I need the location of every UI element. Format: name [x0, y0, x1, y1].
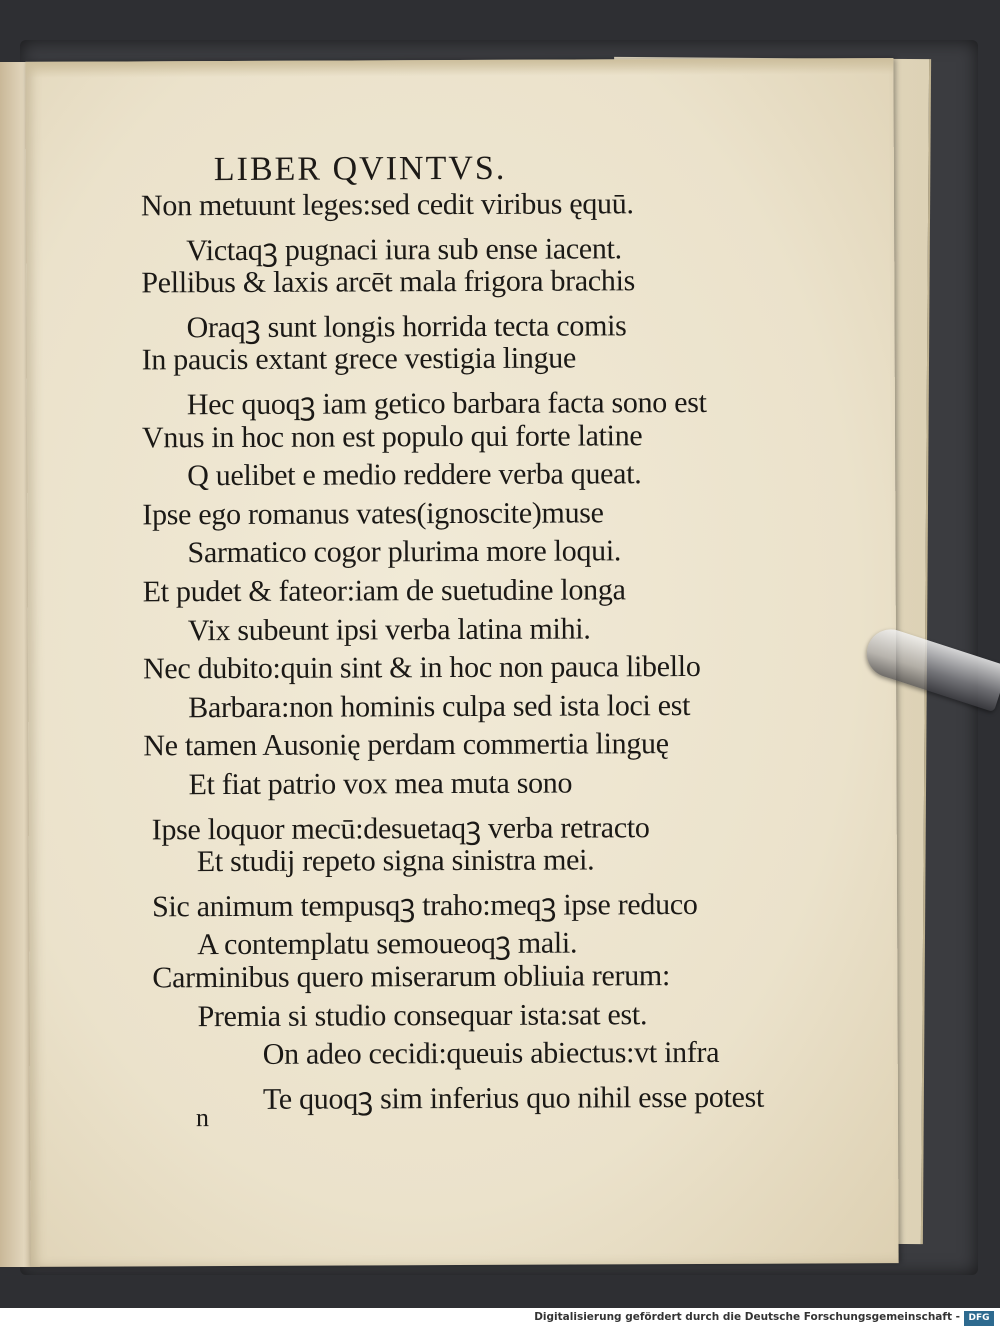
- verse-line: Carminibus quero miserarum obliuia rerum:: [152, 959, 671, 995]
- verse-line: Pellibus & laxis arcēt mala frigora brachis: [141, 264, 636, 300]
- verse-line: Vnus in hoc non est populo qui forte latine: [141, 418, 643, 454]
- initial-guide-letter: n: [195, 1103, 210, 1133]
- verse-line: Sic animum tempusqꝫ traho:meqꝫ ipse reduco: [151, 887, 698, 924]
- verse-line: Et pudet & fateor:iam de suetudine longa: [142, 573, 626, 609]
- dfg-logo: DFG: [964, 1311, 994, 1326]
- verse-line: Ipse ego romanus vates(ignoscite)muse: [142, 496, 604, 532]
- verse-line: Non metuunt leges:sed cedit viribus ęquū.: [140, 187, 634, 223]
- verse-line: Q uelibet e medio reddere verba queat.: [187, 457, 642, 493]
- verse-line: Ne tamen Ausonię perdam commertia linguę: [143, 727, 669, 763]
- verse-line: A contemplatu semoueoqꝫ mali.: [197, 926, 578, 962]
- verse-line: Hec quoqꝫ iam getico barbara facta sono est: [186, 385, 707, 422]
- verse-line: Nec dubito:quin sint & in hoc non pauca libello: [142, 650, 701, 686]
- verse-line: Victaqꝫ pugnaci iura sub ense iacent.: [186, 231, 622, 267]
- funding-notice: Digitalisierung gefördert durch die Deutsche Forschungsgemeinschaft -: [534, 1311, 960, 1323]
- footer-bar: [0, 1308, 1000, 1329]
- verse-line: Vix subeunt ipsi verba latina mihi.: [187, 612, 591, 647]
- page-heading: LIBER QVINTVS.: [213, 149, 507, 189]
- book-page: [25, 58, 898, 1267]
- verse-line: Sarmatico cogor plurima more loqui.: [187, 534, 622, 570]
- verse-line: Te quoqꝫ sim inferius quo nihil esse potest: [262, 1080, 765, 1116]
- verse-line: Et studij repeto signa sinistra mei.: [196, 843, 595, 879]
- verse-line: Et fiat patrio vox mea muta sono: [188, 766, 573, 802]
- verse-line: Barbara:non hominis culpa sed ista loci est: [188, 688, 691, 724]
- verse-line: Premia si studio consequar ista:sat est.: [197, 997, 648, 1033]
- verse-block: [25, 58, 898, 1267]
- verse-line: In paucis extant grece vestigia lingue: [141, 341, 577, 377]
- verse-line: Ipse loquor mecū:desuetaqꝫ verba retracto: [151, 810, 650, 846]
- verse-line: Oraqꝫ sunt longis horrida tecta comis: [186, 309, 627, 344]
- verse-line: On adeo cecidi:queuis abiectus:vt infra: [262, 1036, 720, 1072]
